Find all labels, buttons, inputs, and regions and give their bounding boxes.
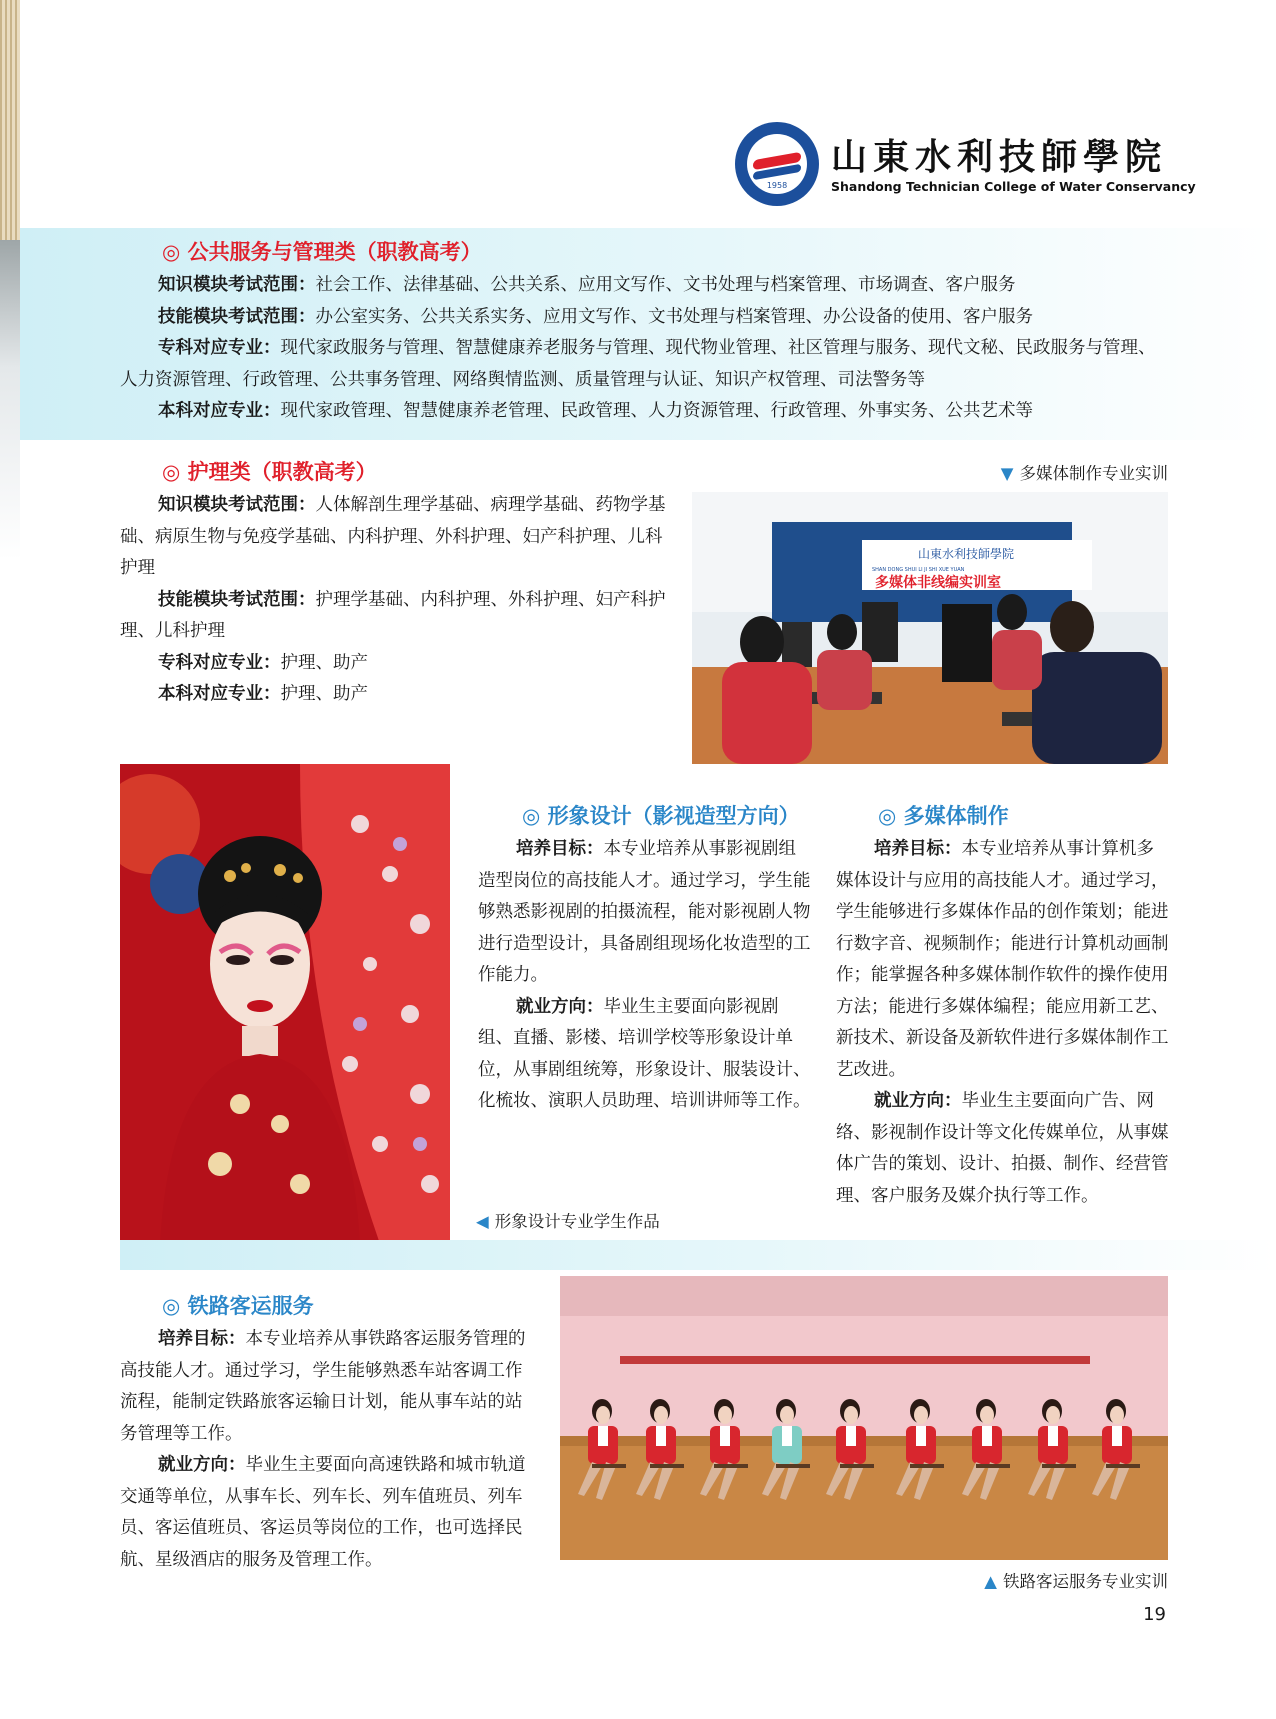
section5-title: ◎ 铁路客运服务 [162,1294,314,1318]
section4-body [836,834,1170,1212]
section3-goal: 培养目标：本专业培养从事影视剧组造型岗位的高技能人才。通过学习，学生能够熟悉影视剧的拍摄流程，能对影视剧人物进行造型设计，具备剧组现场化妆造型的工作能力。 [478,839,811,985]
section3-job: 就业方向：毕业生主要面向影视剧组、直播、影楼、培训学校等形象设计单位，从事剧组统筹，形象设计、服装设计、化梳妆、演职人员助理、培训讲师等工作。 [478,996,811,1111]
side-decoration [0,0,20,560]
section2-line: 本科对应专业：护理、助产 [158,684,368,704]
section1-line: 专科对应专业：现代家政服务与管理、智慧健康养老服务与管理、现代物业管理、社区管理与服务、现代文秘、民政服务与管理、人力资源管理、行政管理、公共事务管理、网络舆情监测、质量管理与认证、知识产权管理、司法警务等 [120,338,1156,390]
section2-title: ◎ 护理类（职教高考） [162,460,377,484]
section3-body [478,834,812,1118]
section5-body [120,1324,538,1576]
logo-year: 1958 [766,181,788,190]
section4-goal: 培养目标：本专业培养从事计算机多媒体设计与应用的高技能人才。通过学习，学生能够进行多媒体作品的创作策划；能进行数字音、视频制作；能进行计算机动画制作；能掌握各种多媒体制作软件的操作使用方法；能进行多媒体编程；能应用新工艺、新技术、新设备及新软件进行多媒体制作工艺改进。 [836,839,1169,1080]
school-name-en: Shandong Technician College of Water Conservancy [831,178,1196,194]
section3-title: ◎ 形象设计（影视造型方向） [522,804,800,828]
school-emblem-icon [735,122,819,206]
lab-sign-pinyin: SHAN DONG SHUI LI JI SHI XUE YUAN [872,567,965,573]
section4-title: ◎ 多媒体制作 [878,804,1009,828]
section2-line: 技能模块考试范围：护理学基础、内科护理、外科护理、妇产科护理、儿科护理 [120,589,666,641]
multimedia-lab-photo [692,492,1168,764]
page-number: 19 [1143,1604,1166,1625]
section2-body [120,490,670,711]
section5-goal: 培养目标：本专业培养从事铁路客运服务管理的高技能人才。通过学习，学生能够熟悉车站客调工作流程，能制定铁路旅客运输日计划，能从事车站的站务管理等工作。 [120,1329,526,1444]
multimedia-photo-caption: ▼ 多媒体制作专业实训 [1000,464,1168,483]
section1-line: 技能模块考试范围：办公室实务、公共关系实务、应用文写作、文书处理与档案管理、办公设备的使用、客户服务 [158,306,1033,327]
triangle-up-icon: ▲ [984,1572,997,1591]
section1-title: ◎ 公共服务与管理类（职教高考） [162,240,482,264]
section1-line: 本科对应专业：现代家政管理、智慧健康养老管理、民政管理、人力资源管理、行政管理、外事实务、公共艺术等 [158,401,1033,421]
railway-photo-caption: ▲ 铁路客运服务专业实训 [984,1572,1168,1591]
lab-sign-name: 山東水利技師學院 [918,547,1015,561]
portrait-illustration [120,764,450,1244]
section1-line: 知识模块考试范围：社会工作、法律基础、公共关系、应用文写作、文书处理与档案管理、市场调查、客户服务 [158,275,1016,295]
lab-sign-room: 多媒体非线编实训室 [875,575,1001,591]
image-design-student-work-photo [120,764,450,1244]
section4-job: 就业方向：毕业生主要面向广告、网络、影视制作设计等文化传媒单位，从事媒体广告的策划、设计、拍摄、制作、经营管理、客户服务及媒介执行等工作。 [836,1091,1169,1206]
railway-service-training-photo [560,1276,1168,1560]
section5-top-band [120,1240,1276,1270]
multimedia-lab-illustration [692,492,1168,764]
railway-training-illustration [560,1276,1168,1560]
section2-line: 专科对应专业：护理、助产 [158,652,368,673]
portrait-photo-caption: ◀ 形象设计专业学生作品 [476,1212,660,1231]
triangle-left-icon: ◀ [476,1212,489,1231]
section1-body [120,270,1170,428]
school-logo-block [735,122,1196,206]
section2-line: 知识模块考试范围：人体解剖生理学基础、病理学基础、药物学基础、病原生物与免疫学基础、内科护理、外科护理、妇产科护理、儿科护理 [120,495,666,578]
school-name-cn: 山東水利技師學院 [831,135,1168,178]
section5-job: 就业方向：毕业生主要面向高速铁路和城市轨道交通等单位，从事车长、列车长、列车值班员、列车员、客运值班员、客运员等岗位的工作，也可选择民航、星级酒店的服务及管理工作。 [120,1455,526,1570]
triangle-down-icon: ▼ [1000,464,1014,483]
